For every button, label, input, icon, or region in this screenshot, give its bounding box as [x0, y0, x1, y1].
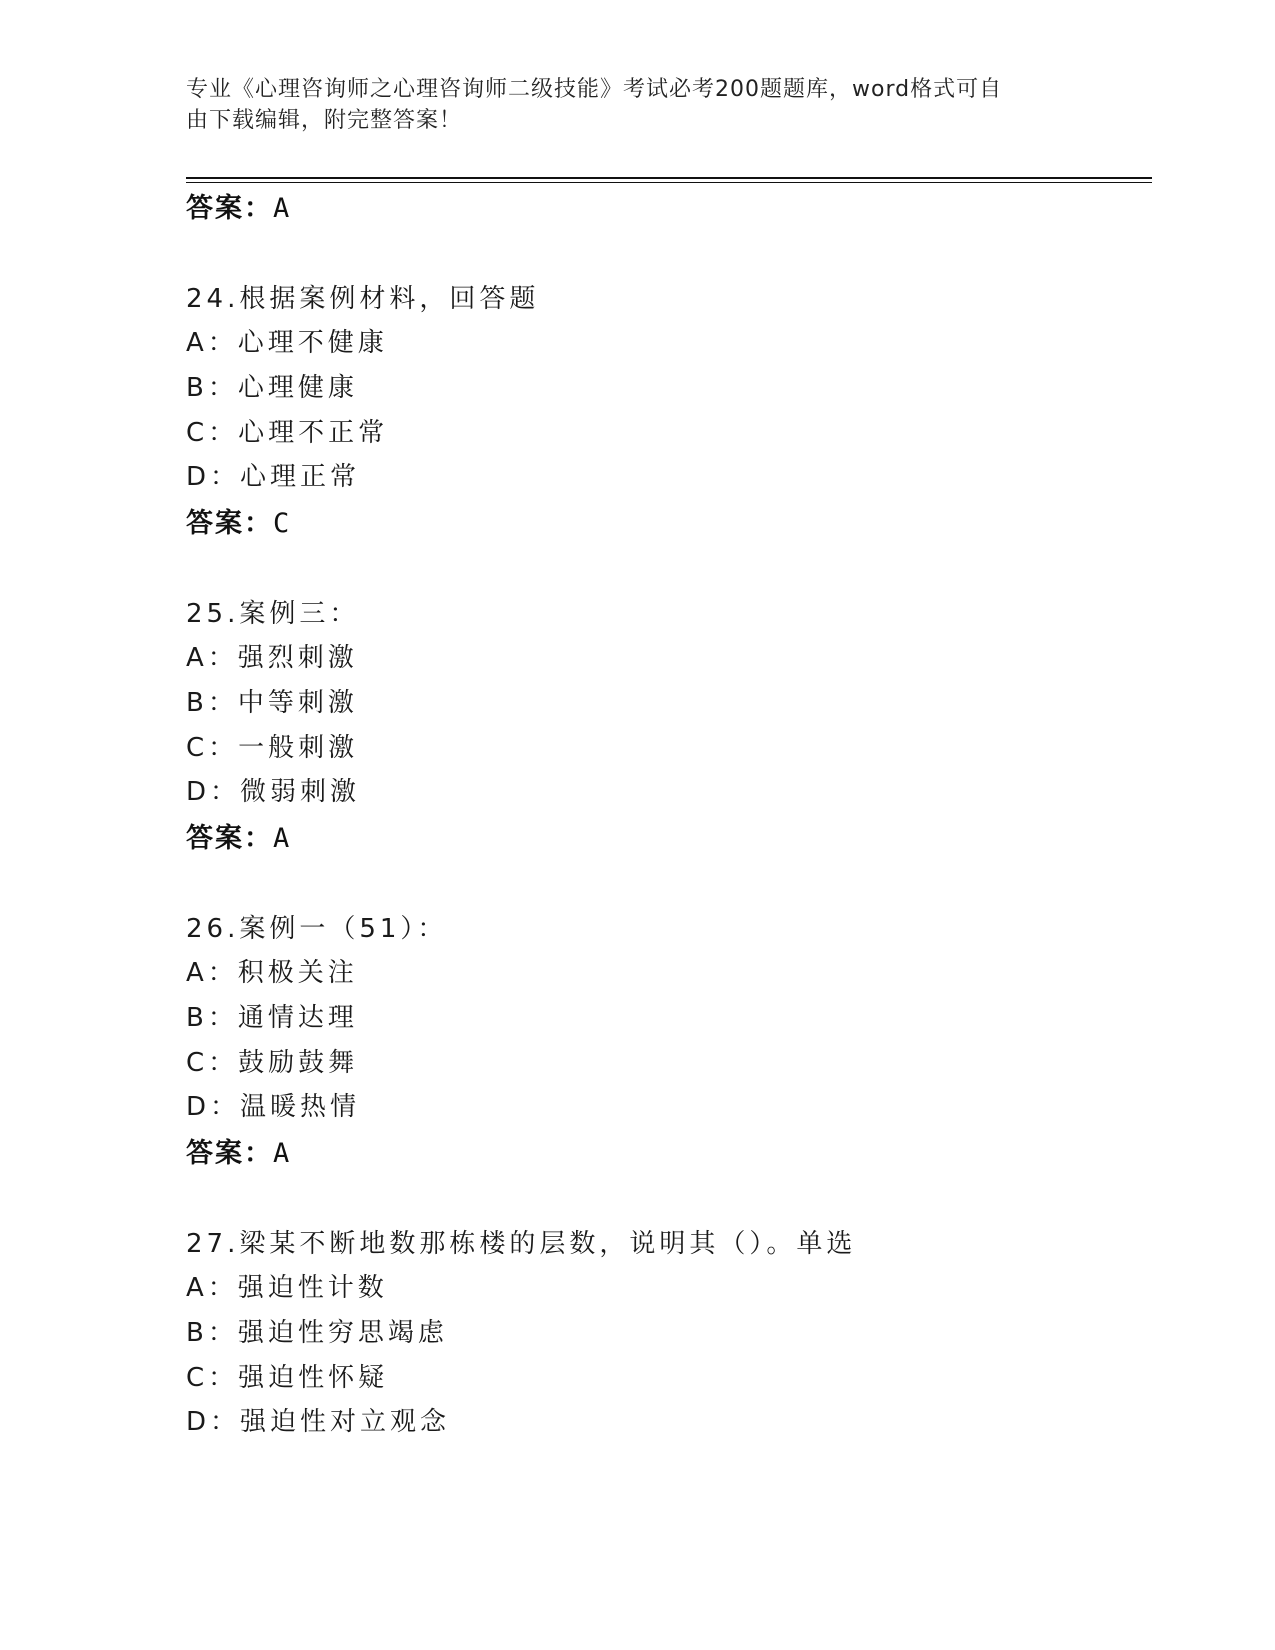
q27-option-d: D：强迫性对立观念 — [186, 1407, 451, 1437]
q25-option-b: B：中等刺激 — [186, 688, 358, 718]
answer-label: 答案： — [186, 1138, 273, 1169]
answer-value: A — [273, 823, 292, 854]
question-26: 26.案例一（51）： — [186, 914, 448, 944]
question-24: 24.根据案例材料，回答题 — [186, 284, 540, 314]
document-header — [186, 74, 1066, 136]
q24-option-d: D：心理正常 — [186, 462, 361, 492]
question-25: 25.案例三： — [186, 599, 360, 629]
q27-option-b: B：强迫性穷思竭虑 — [186, 1318, 448, 1348]
q25-option-c: C：一般刺激 — [186, 733, 359, 763]
q27-option-c: C：强迫性怀疑 — [186, 1363, 389, 1393]
question-27: 27.梁某不断地数那栋楼的层数，说明其（）。单选 — [186, 1229, 857, 1259]
answer-value: A — [273, 193, 292, 224]
header-line-1: 专业《心理咨询师之心理咨询师二级技能》考试必考200题题库，word格式可自 — [186, 77, 1003, 102]
q26-option-a: A：积极关注 — [186, 958, 358, 988]
q24-option-c: C：心理不正常 — [186, 418, 389, 448]
header-line-2: 由下载编辑，附完整答案！ — [186, 108, 463, 133]
answer-24 — [186, 508, 291, 540]
answer-label: 答案： — [186, 508, 273, 539]
q27-option-a: A：强迫性计数 — [186, 1273, 388, 1303]
answer-label: 答案： — [186, 193, 273, 224]
answer-26 — [186, 1138, 291, 1170]
q25-option-a: A：强烈刺激 — [186, 643, 358, 673]
q26-option-d: D：温暖热情 — [186, 1092, 361, 1122]
answer-25 — [186, 823, 291, 855]
answer-label: 答案： — [186, 823, 273, 854]
q25-option-d: D：微弱刺激 — [186, 777, 361, 807]
q24-option-b: B：心理健康 — [186, 373, 358, 403]
q24-option-a: A：心理不健康 — [186, 328, 388, 358]
answer-23 — [186, 193, 291, 225]
q26-option-b: B：通情达理 — [186, 1003, 358, 1033]
answer-value: C — [273, 508, 292, 539]
header-rule-thick — [186, 177, 1152, 179]
q26-option-c: C：鼓励鼓舞 — [186, 1048, 359, 1078]
answer-value: A — [273, 1138, 292, 1169]
header-rule-thin — [186, 182, 1152, 183]
